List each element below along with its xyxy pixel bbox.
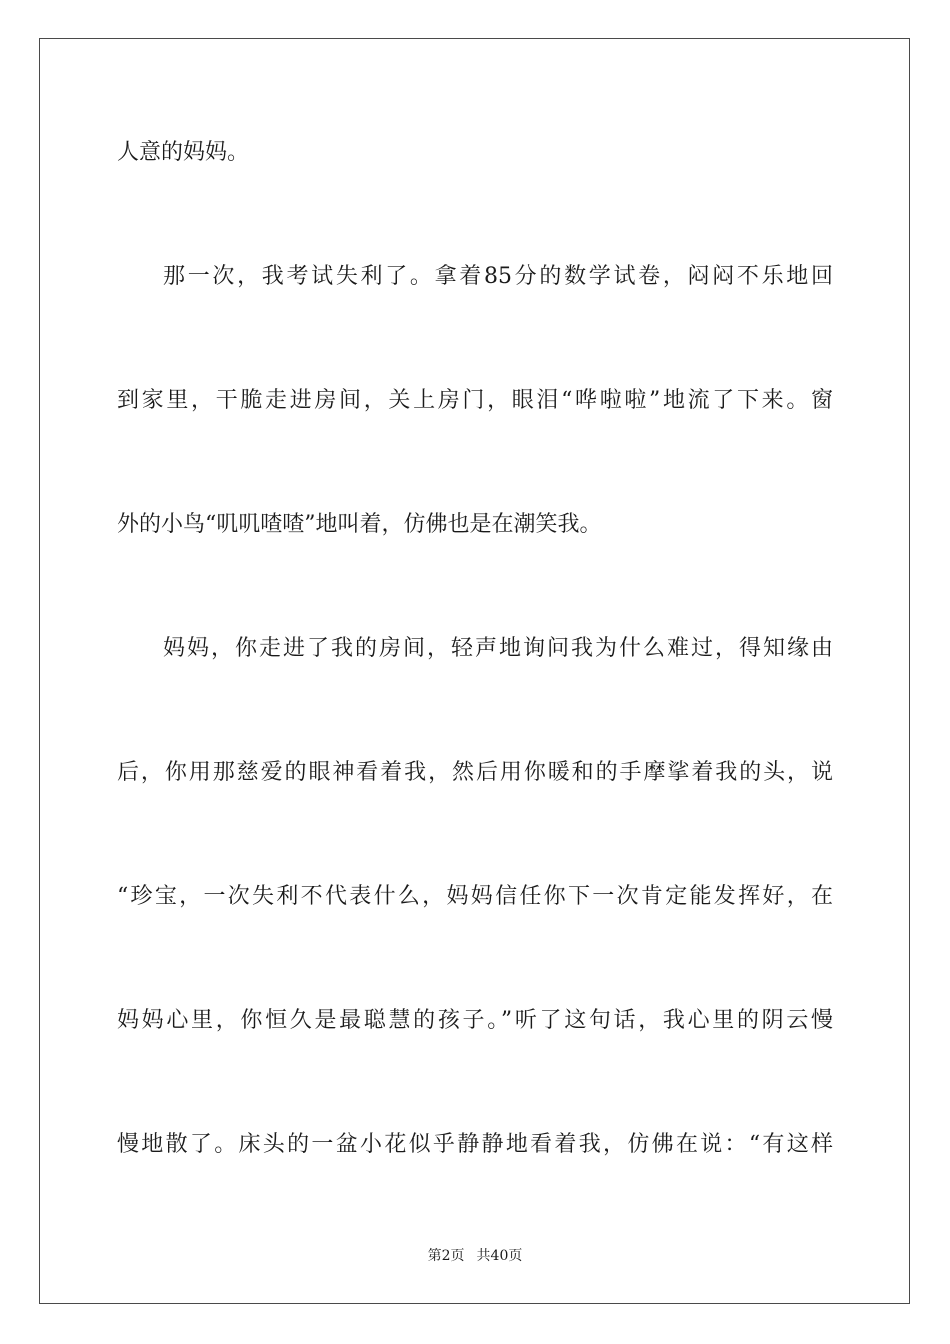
page-number: 第2页 bbox=[427, 1248, 465, 1264]
page-total: 共40页 bbox=[476, 1248, 523, 1264]
page-footer bbox=[0, 1246, 950, 1266]
text-line-1: 人意的妈妈。 bbox=[117, 140, 250, 165]
text-line-2: 那一次，我考试失利了。拿着85分的数学试卷，闷闷不乐地回 bbox=[163, 264, 833, 289]
text-line-3: 到家里，干脆走进房间，关上房门，眼泪“哗啦啦”地流了下来。窗 bbox=[117, 388, 833, 413]
text-line-6: 后，你用那慈爱的眼神看着我，然后用你暖和的手摩挲着我的头，说 bbox=[117, 760, 833, 785]
text-line-8: 妈妈心里，你恒久是最聪慧的孩子。”听了这句话，我心里的阴云慢 bbox=[117, 1008, 833, 1033]
text-line-4: 外的小鸟“叽叽喳喳”地叫着，仿佛也是在潮笑我。 bbox=[117, 512, 602, 537]
text-line-5: 妈妈，你走进了我的房间，轻声地询问我为什么难过，得知缘由 bbox=[163, 636, 833, 661]
page-border bbox=[39, 38, 910, 1304]
text-line-7: “珍宝，一次失利不代表什么，妈妈信任你下一次肯定能发挥好，在 bbox=[117, 884, 833, 909]
text-line-9: 慢地散了。床头的一盆小花似乎静静地看着我，仿佛在说：“有这样 bbox=[117, 1132, 833, 1157]
